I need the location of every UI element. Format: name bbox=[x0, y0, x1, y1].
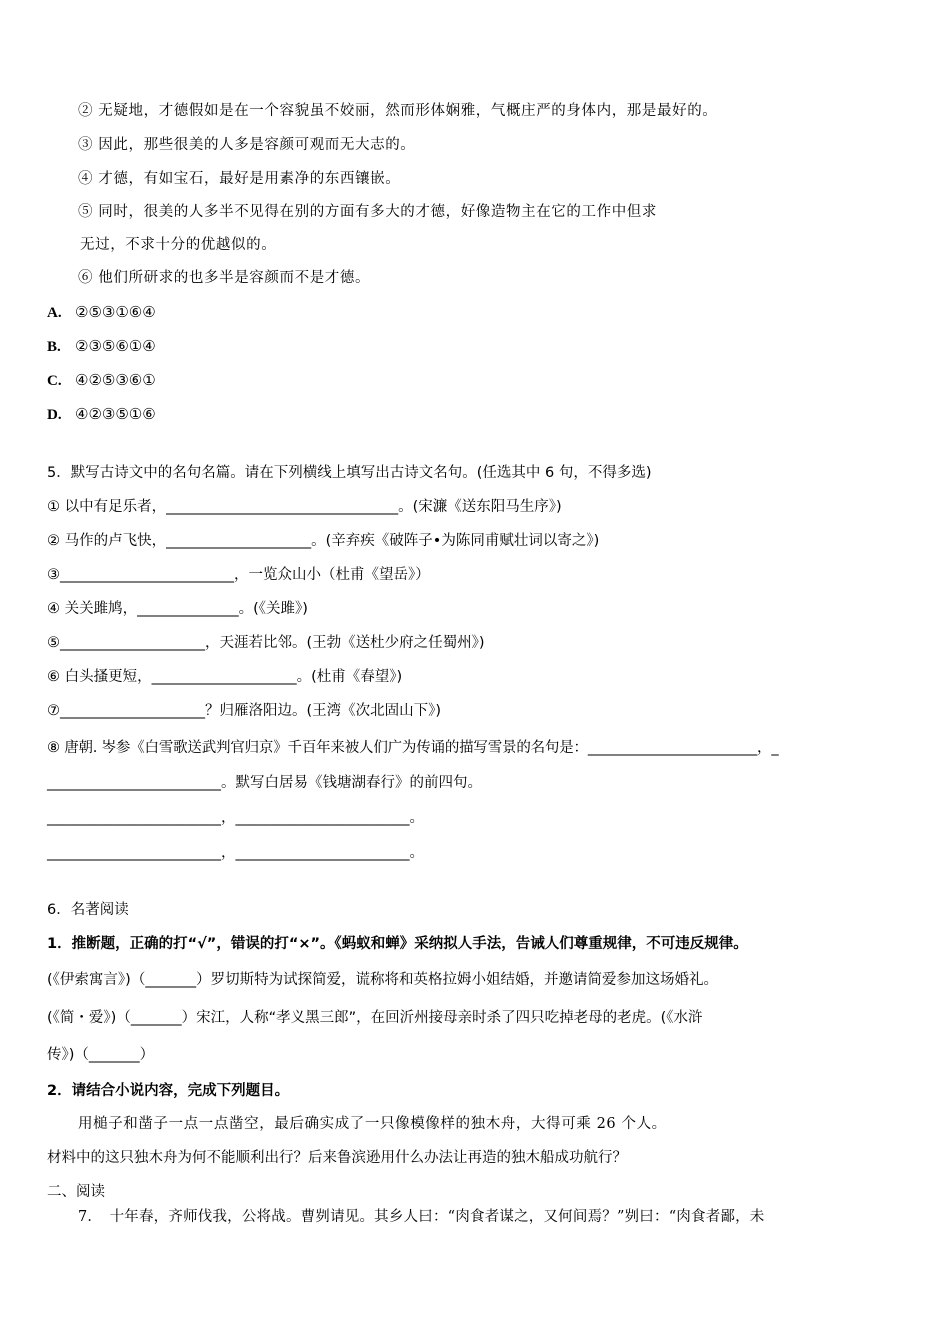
q5-line-4: ④ 关关雎鸠，______________。(《关雎》) bbox=[47, 601, 308, 617]
option-d-label: D. bbox=[47, 407, 62, 423]
option-c bbox=[47, 370, 156, 391]
option-a-text: ②⑤③①⑥④ bbox=[75, 303, 156, 321]
q5-line-10: ________________________，________________________。 bbox=[47, 810, 424, 826]
q6-item-1-line-2: (《简・爱》)（_______）宋江，人称“孝义黑三郎”，在回沂州接母亲时杀了四只吃掉老母的老虎。(《水浒 bbox=[47, 1010, 703, 1026]
option-c-text: ④②⑤③⑥① bbox=[75, 371, 156, 389]
option-b-text: ②③⑤⑥①④ bbox=[75, 337, 156, 355]
q5-line-2: ② 马作的卢飞快，____________________。(辛弃疾《破阵子•为陈同甫赋壮词以寄之》) bbox=[47, 533, 600, 549]
q7-text: 7． 十年春，齐师伐我，公将战。曹刿请见。其乡人曰：“肉食者谋之，又何间焉？”刿曰：“肉食者鄙，未 bbox=[78, 1209, 765, 1225]
q4-sentence-5-cont: 无过，不求十分的优越似的。 bbox=[80, 237, 277, 253]
q4-sentence-5: ⑤ 同时，很美的人多半不见得在别的方面有多大的才德，好像造物主在它的工作中但求 bbox=[78, 204, 658, 220]
q5-line-6: ⑥ 白头搔更短，____________________。(杜甫《春望》) bbox=[47, 669, 403, 685]
q5-line-9: ________________________。默写白居易《钱塘湖春行》的前四句。 bbox=[47, 775, 482, 791]
q4-sentence-3: ③ 因此，那些很美的人多是容颜可观而无大志的。 bbox=[78, 137, 416, 153]
q6-title: 6．名著阅读 bbox=[47, 902, 129, 918]
option-d-text: ④②③⑤①⑥ bbox=[75, 405, 156, 423]
section-2-title: 二、阅读 bbox=[47, 1184, 105, 1200]
q5-line-5: ⑤____________________，天涯若比邻。(王勃《送杜少府之任蜀州》) bbox=[47, 635, 485, 651]
q6-item-2-question: 材料中的这只独木舟为何不能顺利出行？后来鲁滨逊用什么办法让再造的独木船成功航行？ bbox=[47, 1150, 627, 1166]
q5-line-3: ③________________________，一览众山小（杜甫《望岳》） bbox=[47, 567, 430, 583]
q6-item-2-quote: 用槌子和凿子一点一点凿空，最后确实成了一只像模像样的独木舟，大得可乘 26 个人。 bbox=[78, 1116, 667, 1132]
q5-title: 5．默写古诗文中的名句名篇。请在下列横线上填写出古诗文名句。(任选其中 6 句，不得多选) bbox=[47, 465, 652, 481]
q6-item-1-line-1: (《伊索寓言》)（_______）罗切斯特为试探简爱，谎称将和英格拉姆小姐结婚，并邀请简爱参加这场婚礼。 bbox=[47, 972, 719, 988]
q5-line-7: ⑦____________________？归雁洛阳边。(王湾《次北固山下》) bbox=[47, 703, 442, 719]
option-c-label: C. bbox=[47, 373, 62, 389]
q4-sentence-6: ⑥ 他们所研求的也多半是容颜而不是才德。 bbox=[78, 270, 371, 286]
q6-item-2: 2．请结合小说内容，完成下列题目。 bbox=[47, 1083, 290, 1099]
option-b bbox=[47, 336, 156, 357]
q5-line-11: ________________________，________________________。 bbox=[47, 845, 424, 861]
option-b-label: B. bbox=[47, 339, 61, 355]
q6-item-1-line-3: 传》)（_______） bbox=[47, 1047, 155, 1063]
q5-line-1: ① 以中有足乐者，________________________________。(宋濂《送东阳马生序》) bbox=[47, 499, 562, 515]
q5-line-8: ⑧ 唐朝. 岑参《白雪歌送武判官归京》千百年来被人们广为传诵的描写雪景的名句是：________________________，_ bbox=[47, 740, 779, 756]
q4-sentence-2: ② 无疑地，才德假如是在一个容貌虽不姣丽，然而形体娴雅，气概庄严的身体内，那是最好的。 bbox=[78, 103, 718, 119]
option-a bbox=[47, 302, 156, 323]
option-a-label: A. bbox=[47, 305, 62, 321]
q4-sentence-4: ④ 才德，有如宝石，最好是用素净的东西镶嵌。 bbox=[78, 171, 401, 187]
q6-item-1: 1．推断题，正确的打“√”，错误的打“×”。《蚂蚁和蝉》采纳拟人手法，告诫人们尊重规律，不可违反规律。 bbox=[47, 936, 748, 952]
option-d bbox=[47, 404, 156, 425]
